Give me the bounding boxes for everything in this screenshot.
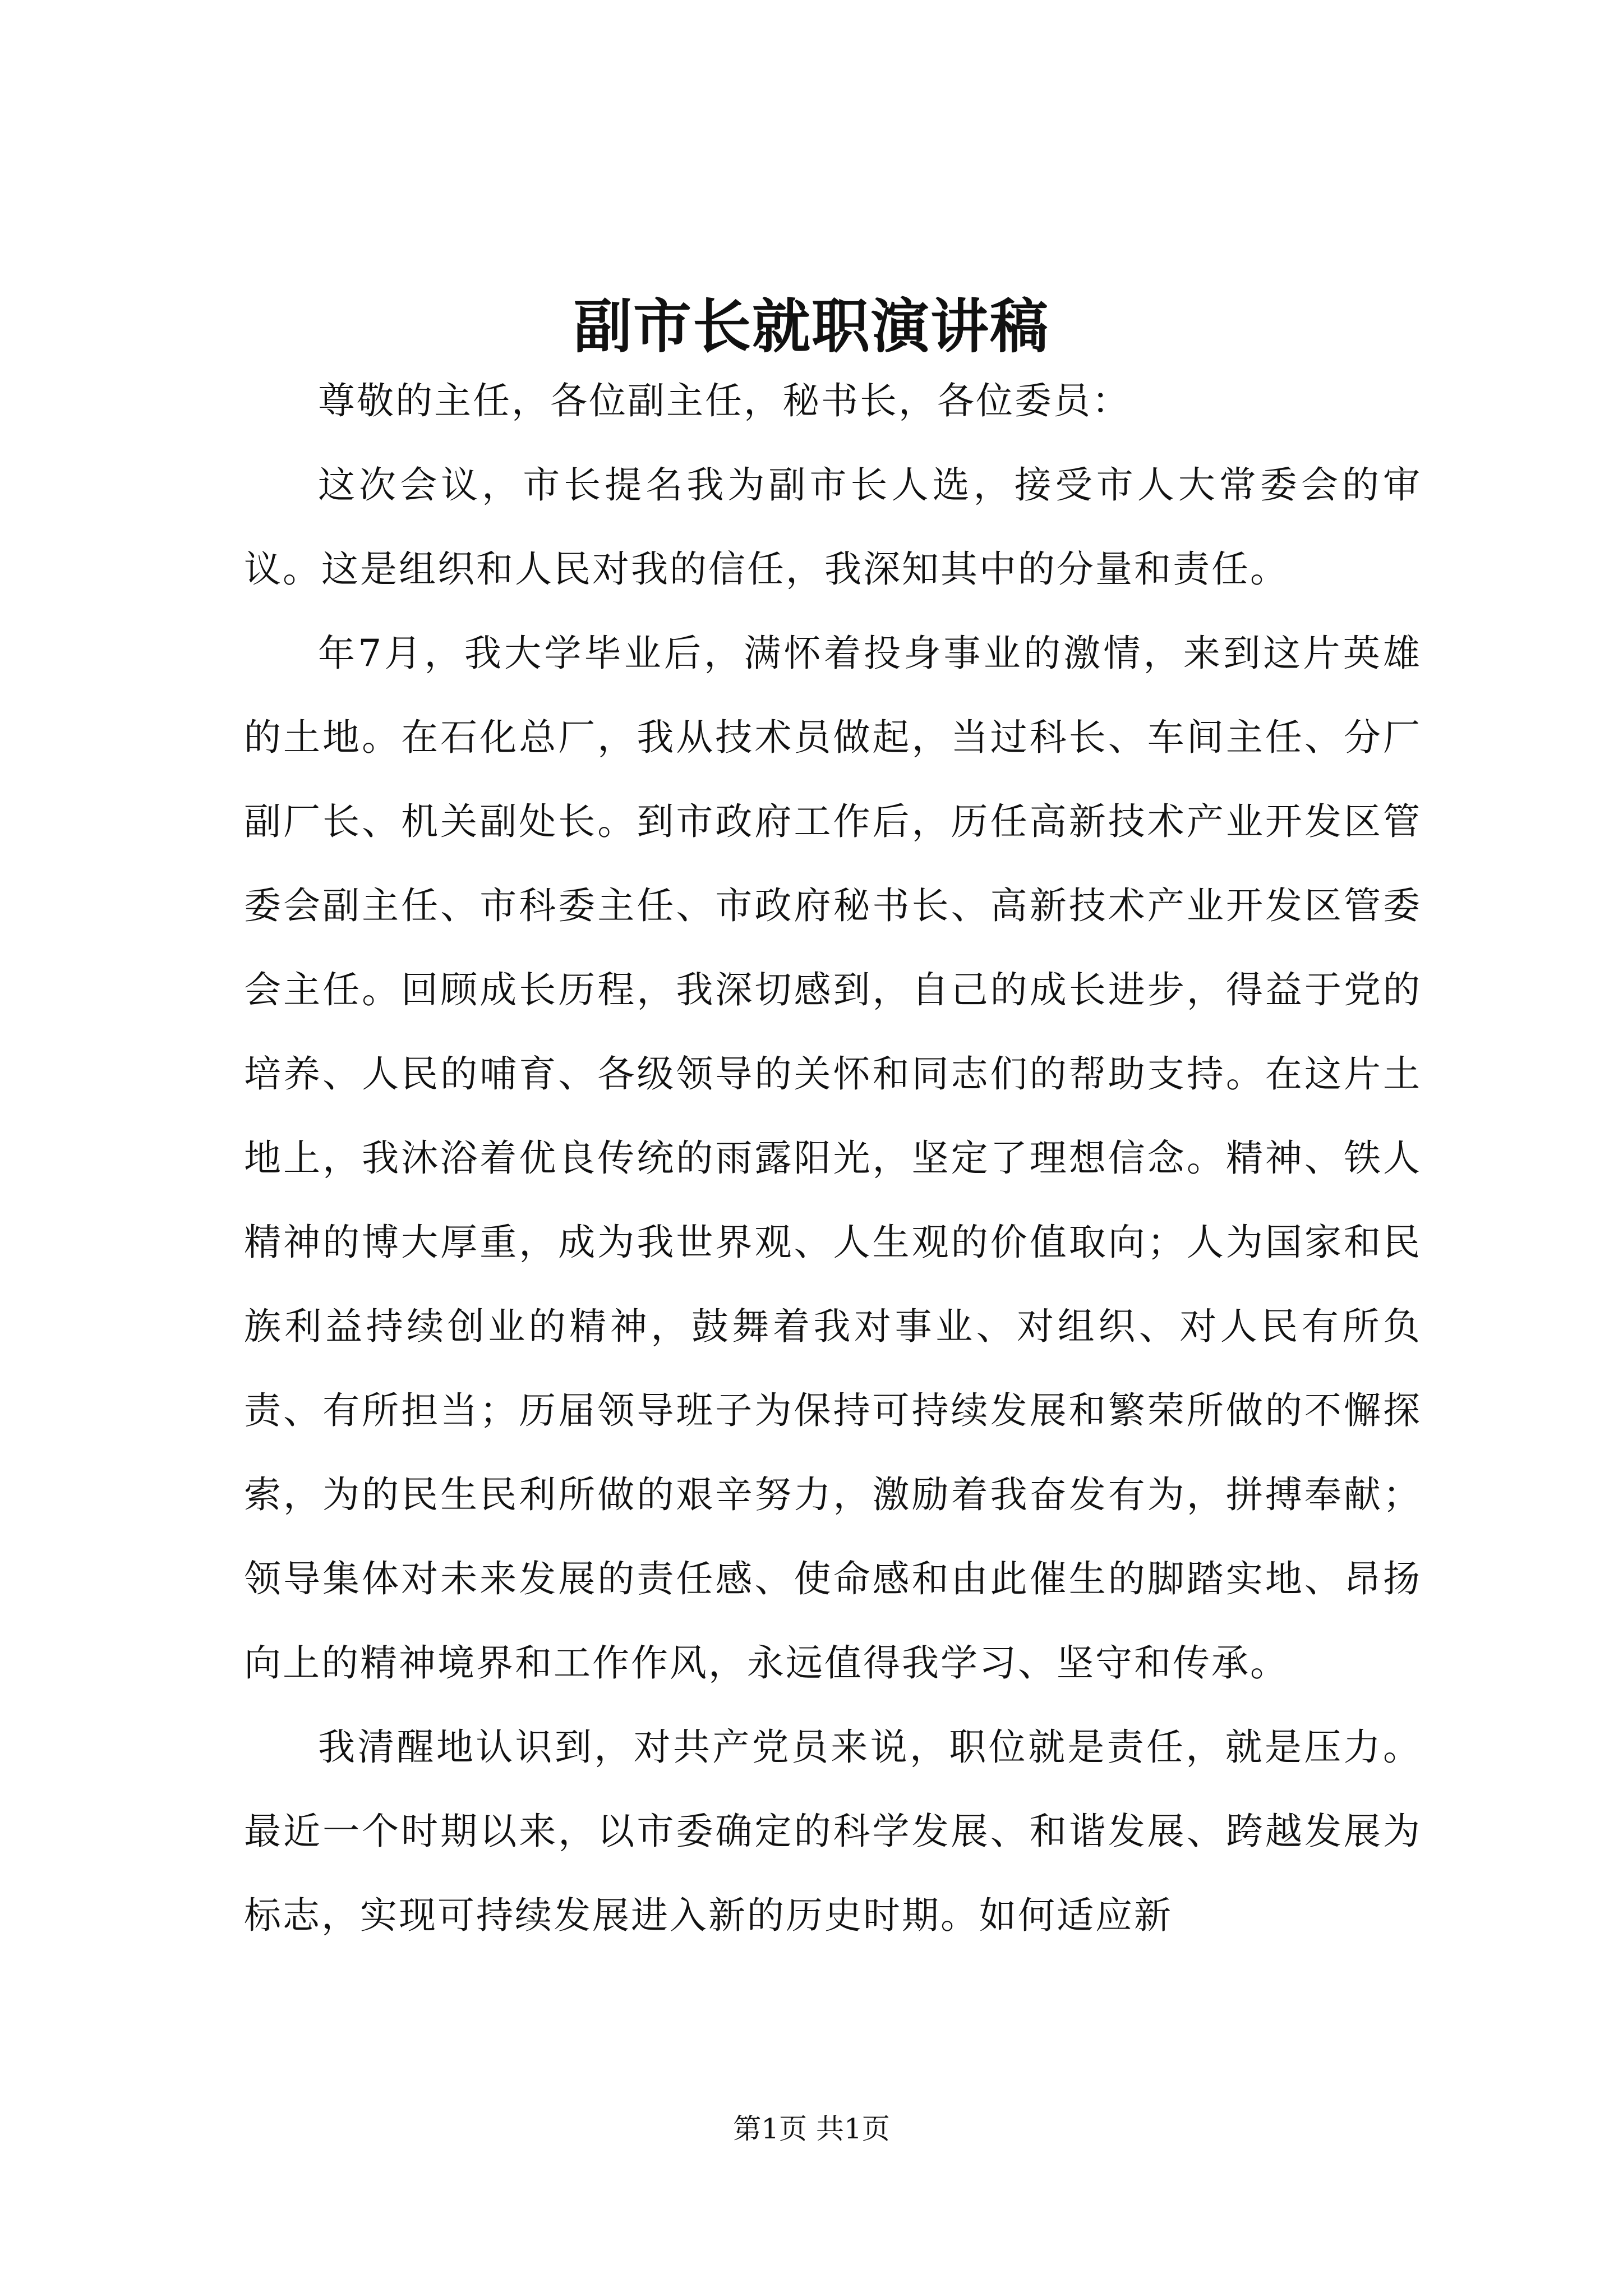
body-paragraph: 年7月，我大学毕业后，满怀着投身事业的激情，来到这片英雄的土地。在石化总厂，我从技术员做起，当过科长、车间主任、分厂副厂长、机关副处长。到市政府工作后，历任高新技术产业开发区管委会副主任、市科委主任、市政府秘书长、高新技术产业开发区管委会主任。回顾成长历程，我深切感到，自己的成长进步，得益于党的培养、人民的哺育、各级领导的关怀和同志们的帮助支持。在这片土地上，我沐浴着优良传统的雨露阳光，坚定了理想信念。精神、铁人精神的博大厚重，成为我世界观、人生观的价值取向；人为国家和民族利益持续创业的精神，鼓舞着我对事业、对组织、对人民有所负责、有所担当；历届领导班子为保持可持续发展和繁荣所做的不懈探索，为的民生民利所做的艰辛努力，激励着我奋发有为，拼搏奉献；领导集体对未来发展的责任感、使命感和由此催生的脚踏实地、昂扬向上的精神境界和工作作风，永远值得我学习、坚守和传承。 bbox=[244, 632, 1422, 1685]
body-paragraph: 这次会议，市长提名我为副市长人选，接受市人大常委会的审议。这是组织和人民对我的信任，我深知其中的分量和责任。 bbox=[244, 463, 1422, 591]
page-footer: 第1页 共1页 bbox=[733, 2113, 890, 2145]
document-body bbox=[244, 359, 1422, 1958]
salutation-paragraph: 尊敬的主任，各位副主任，秘书长，各位委员： bbox=[318, 379, 1131, 422]
body-paragraph: 我清醒地认识到，对共产党员来说，职位就是责任，就是压力。最近一个时期以来，以市委确定的科学发展、和谐发展、跨越发展为标志，实现可持续发展进入新的历史时期。如何适应新 bbox=[244, 1726, 1422, 1937]
document-title: 副市长就职演讲稿 bbox=[573, 292, 1049, 361]
